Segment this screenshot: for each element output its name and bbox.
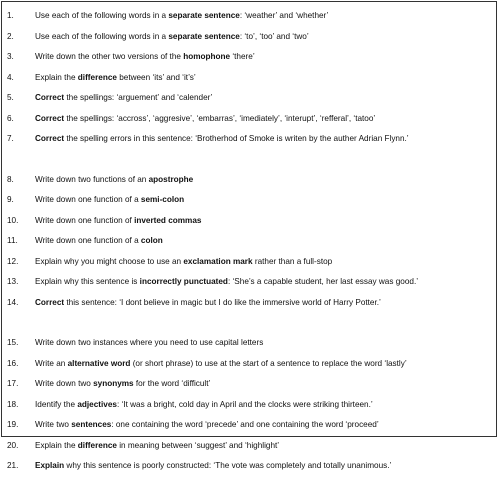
question-text [35,461,391,471]
question-number: 10. [7,215,19,225]
question-number: 1. [7,11,14,21]
question-text-segment: Explain why you might choose to use an [35,256,184,266]
question-text-segment: : ‘to’, ‘too’ and ‘two’ [239,31,309,41]
question-text-segment: ‘there’ [230,52,255,62]
question-text [35,379,210,389]
question-item [7,293,492,314]
question-text-segment: the spellings: ‘accross’, ‘aggresive’, ‘embarras’, ‘imediately’, ‘interupt’, ‘refferal’, ‘tatoo’ [64,113,376,123]
question-number: 11. [7,236,18,246]
question-item [7,211,492,232]
question-keyword: colon [140,236,163,246]
question-number: 5. [7,93,14,103]
question-text [35,114,375,124]
question-item [7,252,492,273]
question-text [35,257,332,267]
question-keyword: Explain [35,461,65,471]
question-number: 16. [7,358,19,368]
question-item [7,395,492,416]
question-keyword: Correct [35,134,65,144]
question-item [7,6,492,27]
question-keyword: Correct [35,93,65,103]
question-text-segment: : one containing the word ‘precede’ and one containing the word ‘proceed’ [111,420,379,430]
question-text-segment: rather than a full-stop [252,256,333,266]
question-text-segment: this sentence: ‘I dont believe in magic but I do like the immersive world of Harry Potter.’ [64,297,381,307]
section-gap [7,313,492,333]
question-text-segment: : ‘weather’ and ‘whether’ [239,11,329,21]
question-text-segment: (or short phrase) to use at the start of a sentence to replace the word ‘lastly’ [130,358,407,368]
question-text [35,175,193,185]
question-text-segment: Write down two instances where you need to use capital letters [35,338,264,348]
question-text-segment: Use each of the following words in a [35,11,169,21]
question-text [35,216,201,226]
question-text-segment: Write an [35,358,68,368]
question-text [35,73,196,83]
question-number: 6. [7,113,14,123]
question-text-segment: : ‘She’s a capable student, her last essay was good.’ [227,277,419,287]
question-text [35,32,309,42]
question-number: 20. [7,440,19,450]
question-text [35,93,213,103]
question-text [35,134,409,144]
section-gap [7,150,492,170]
question-number: 3. [7,52,14,62]
question-text [35,236,163,246]
question-number: 18. [7,399,19,409]
question-text-segment: Write down one function of a [35,236,141,246]
question-number: 9. [7,195,14,205]
question-number: 15. [7,338,19,348]
question-text-segment: Explain the [35,440,78,450]
question-keyword: alternative word [67,358,131,368]
question-item [7,333,492,354]
question-text-segment: Use each of the following words in a [35,31,169,41]
question-item [7,88,492,109]
question-number: 7. [7,134,14,144]
question-keyword: difference [77,72,117,82]
question-sheet [1,1,497,471]
question-text-segment: Explain the [35,72,78,82]
question-item [7,415,492,436]
question-text [35,441,279,451]
question-item [7,190,492,211]
question-keyword: exclamation mark [183,256,253,266]
question-text-segment: the spelling errors in this sentence: ‘Brotherhod of Smoke is writen by the auther Adrian Flynn.’ [64,134,409,144]
question-item [7,47,492,68]
question-text [35,359,407,369]
question-item [7,456,492,477]
question-text-segment: the spellings: ‘arguement’ and ‘calender’ [64,93,213,103]
question-number: 4. [7,72,14,82]
question-text-segment: Write two [35,420,72,430]
question-text-segment: Write down one function of a [35,195,141,205]
question-keyword: apostrophe [148,174,194,184]
question-text-segment: for the word ‘difficult’ [133,379,211,389]
question-text-segment: Write down two [35,379,94,389]
question-text [35,277,418,287]
question-number: 17. [7,379,19,389]
question-text-segment: Write down two functions of an [35,174,149,184]
question-number: 2. [7,31,14,41]
question-text [35,11,328,21]
question-text-segment: why this sentence is poorly constructed: ‘The vote was completely and totally unanimous.’ [64,461,392,471]
question-item [7,272,492,293]
question-keyword: incorrectly punctuated [139,277,228,287]
question-item [7,170,492,191]
question-item [7,109,492,130]
question-text-segment: Write down the other two versions of the [35,52,184,62]
question-item [7,354,492,375]
question-keyword: difference [77,440,117,450]
question-number: 19. [7,420,19,430]
question-number: 12. [7,256,19,266]
question-item [7,27,492,48]
question-item [7,436,492,457]
question-item [7,68,492,89]
question-text [35,298,381,308]
question-text-segment: between ‘its’ and ‘it’s’ [116,72,196,82]
question-text [35,400,373,410]
question-item [7,374,492,395]
question-number: 14. [7,297,19,307]
question-keyword: sentences [71,420,112,430]
question-keyword: Correct [35,297,65,307]
question-text-segment: in meaning between ‘suggest’ and ‘highlight’ [116,440,280,450]
question-text-segment: Explain why this sentence is [35,277,140,287]
question-keyword: separate sentence [168,11,240,21]
question-item [7,129,492,150]
question-keyword: synonyms [93,379,134,389]
question-keyword: adjectives [77,399,117,409]
question-keyword: semi-colon [140,195,185,205]
question-text-segment: Identify the [35,399,78,409]
question-text [35,52,255,62]
question-item [7,231,492,252]
question-text [35,338,263,348]
question-keyword: Correct [35,113,65,123]
question-keyword: homophone [183,52,231,62]
question-text [35,195,184,205]
question-number: 13. [7,277,19,287]
question-keyword: inverted commas [134,215,202,225]
question-text-segment: Write down one function of [35,215,135,225]
question-keyword: separate sentence [168,31,240,41]
question-number: 8. [7,174,14,184]
question-text-segment: : ‘It was a bright, cold day in April and the clocks were striking thirteen.’ [116,399,373,409]
question-text [35,420,379,430]
question-number: 21. [7,461,19,471]
